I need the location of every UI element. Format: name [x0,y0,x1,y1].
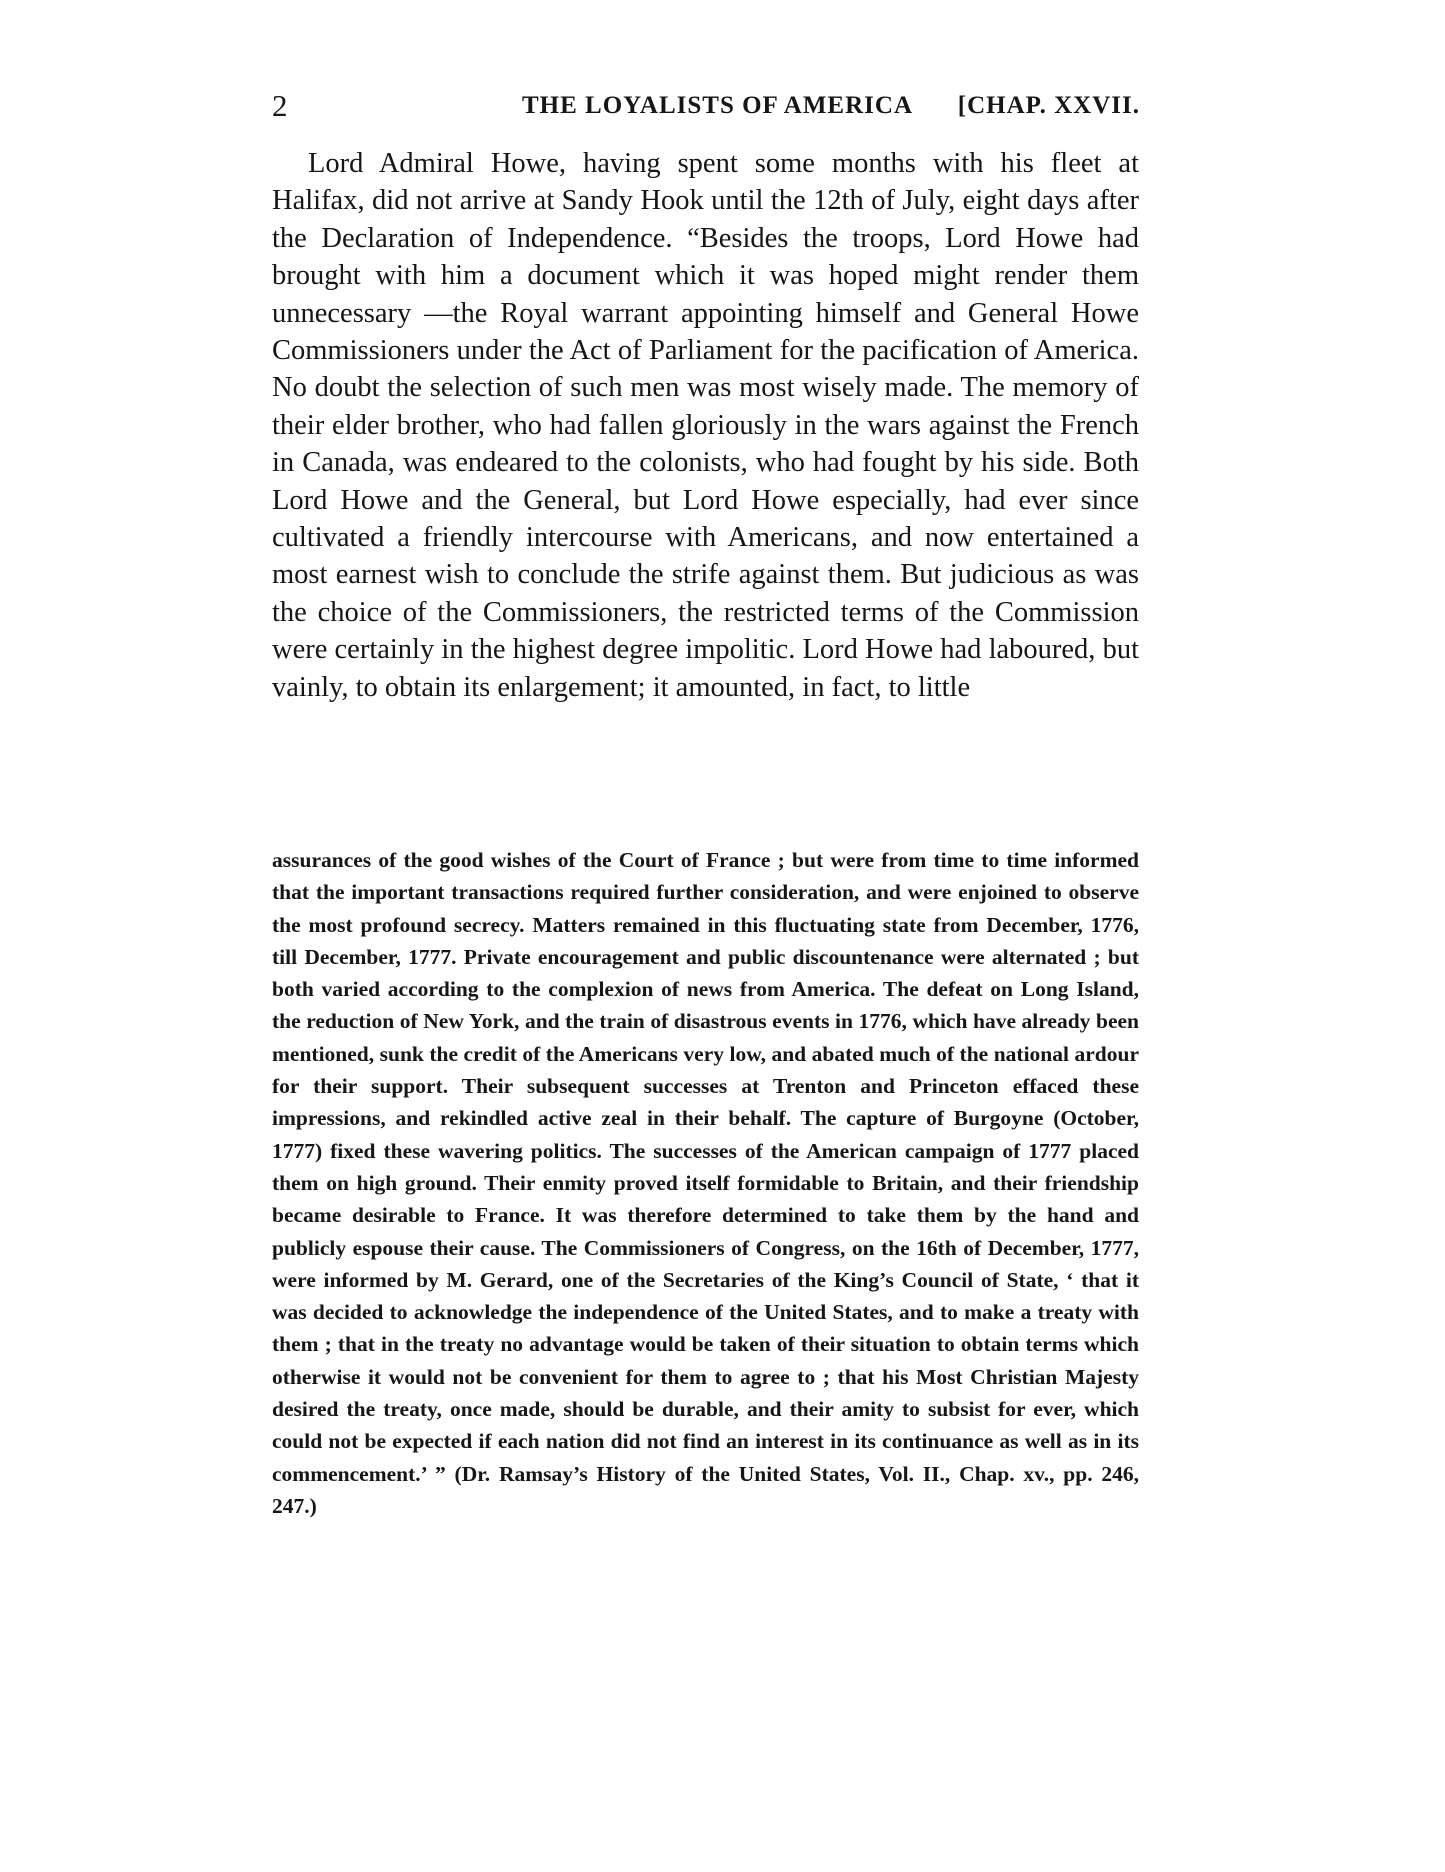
running-title: THE LOYALISTS OF AMERICA [522,92,913,119]
footnote-paragraph: assurances of the good wishes of the Court of France ; but were from time to time informed that the important transactions required further consideration, and were enjoined to observe the most profound secrecy. Matters remained in this fluctuating state from December, 1776, till December, 1777. Private encouragement and public discountenance were alternated ; but both varied according to the complexion of news from America. The defeat on Long Island, the reduction of New York, and the train of disastrous events in 1776, which have already been mentioned, sunk the credit of the Americans very low, and abated much of the national ardour for their support. Their subsequent successes at Trenton and Princeton effaced these impressions, and rekindled active zeal in their behalf. The capture of Burgoyne (October, 1777) fixed these wavering politics. The successes of the American campaign of 1777 placed them on high ground. Their enmity proved itself formidable to Britain, and their friendship became desirable to France. It was therefore determined to take them by the hand and publicly espouse their cause. The Commissioners of Congress, on the 16th of December, 1777, were informed by M. Gerard, one of the Secretaries of the King’s Council of State, ‘ that it was decided to acknowledge the independence of the United States, and to make a treaty with them ; that in the treaty no advantage would be taken of their situation to obtain terms which otherwise it would not be convenient for them to agree to ; that his Most Christian Majesty desired the treaty, once made, should be durable, and their amity to subsist for ever, which could not be expected if each nation did not find an interest in its continuance as well as in its commencement.’ ” (Dr. Ramsay’s History of the United States, Vol. II., Chap. xv., pp. 246, 247.) [272,848,1139,1518]
running-head [272,86,1150,126]
main-paragraph: Lord Admiral Howe, having spent some months with his fleet at Halifax, did not arrive at Sandy Hook until the 12th of July, eight days after the Declaration of Independence. “Besides the troops, Lord Howe had brought with him a document which it was hoped might render them unnecessary —the Royal warrant appointing himself and General Howe Commissioners under the Act of Parliament for the pacification of America. No doubt the selection of such men was most wisely made. The memory of their elder brother, who had fallen gloriously in the wars against the French in Canada, was endeared to the colonists, who had fought by his side. Both Lord Howe and the General, but Lord Howe especially, had ever since cultivated a friendly intercourse with Americans, and now entertained a most earnest wish to conclude the strife against them. But judicious as was the choice of the Commissioners, the restricted terms of the Commission were certainly in the highest degree impolitic. Lord Howe had laboured, but vainly, to obtain its enlargement; it amounted, in fact, to little [272,148,1139,703]
chapter-reference: [CHAP. XXVII. [957,92,1140,119]
page-number: 2 [272,88,288,123]
